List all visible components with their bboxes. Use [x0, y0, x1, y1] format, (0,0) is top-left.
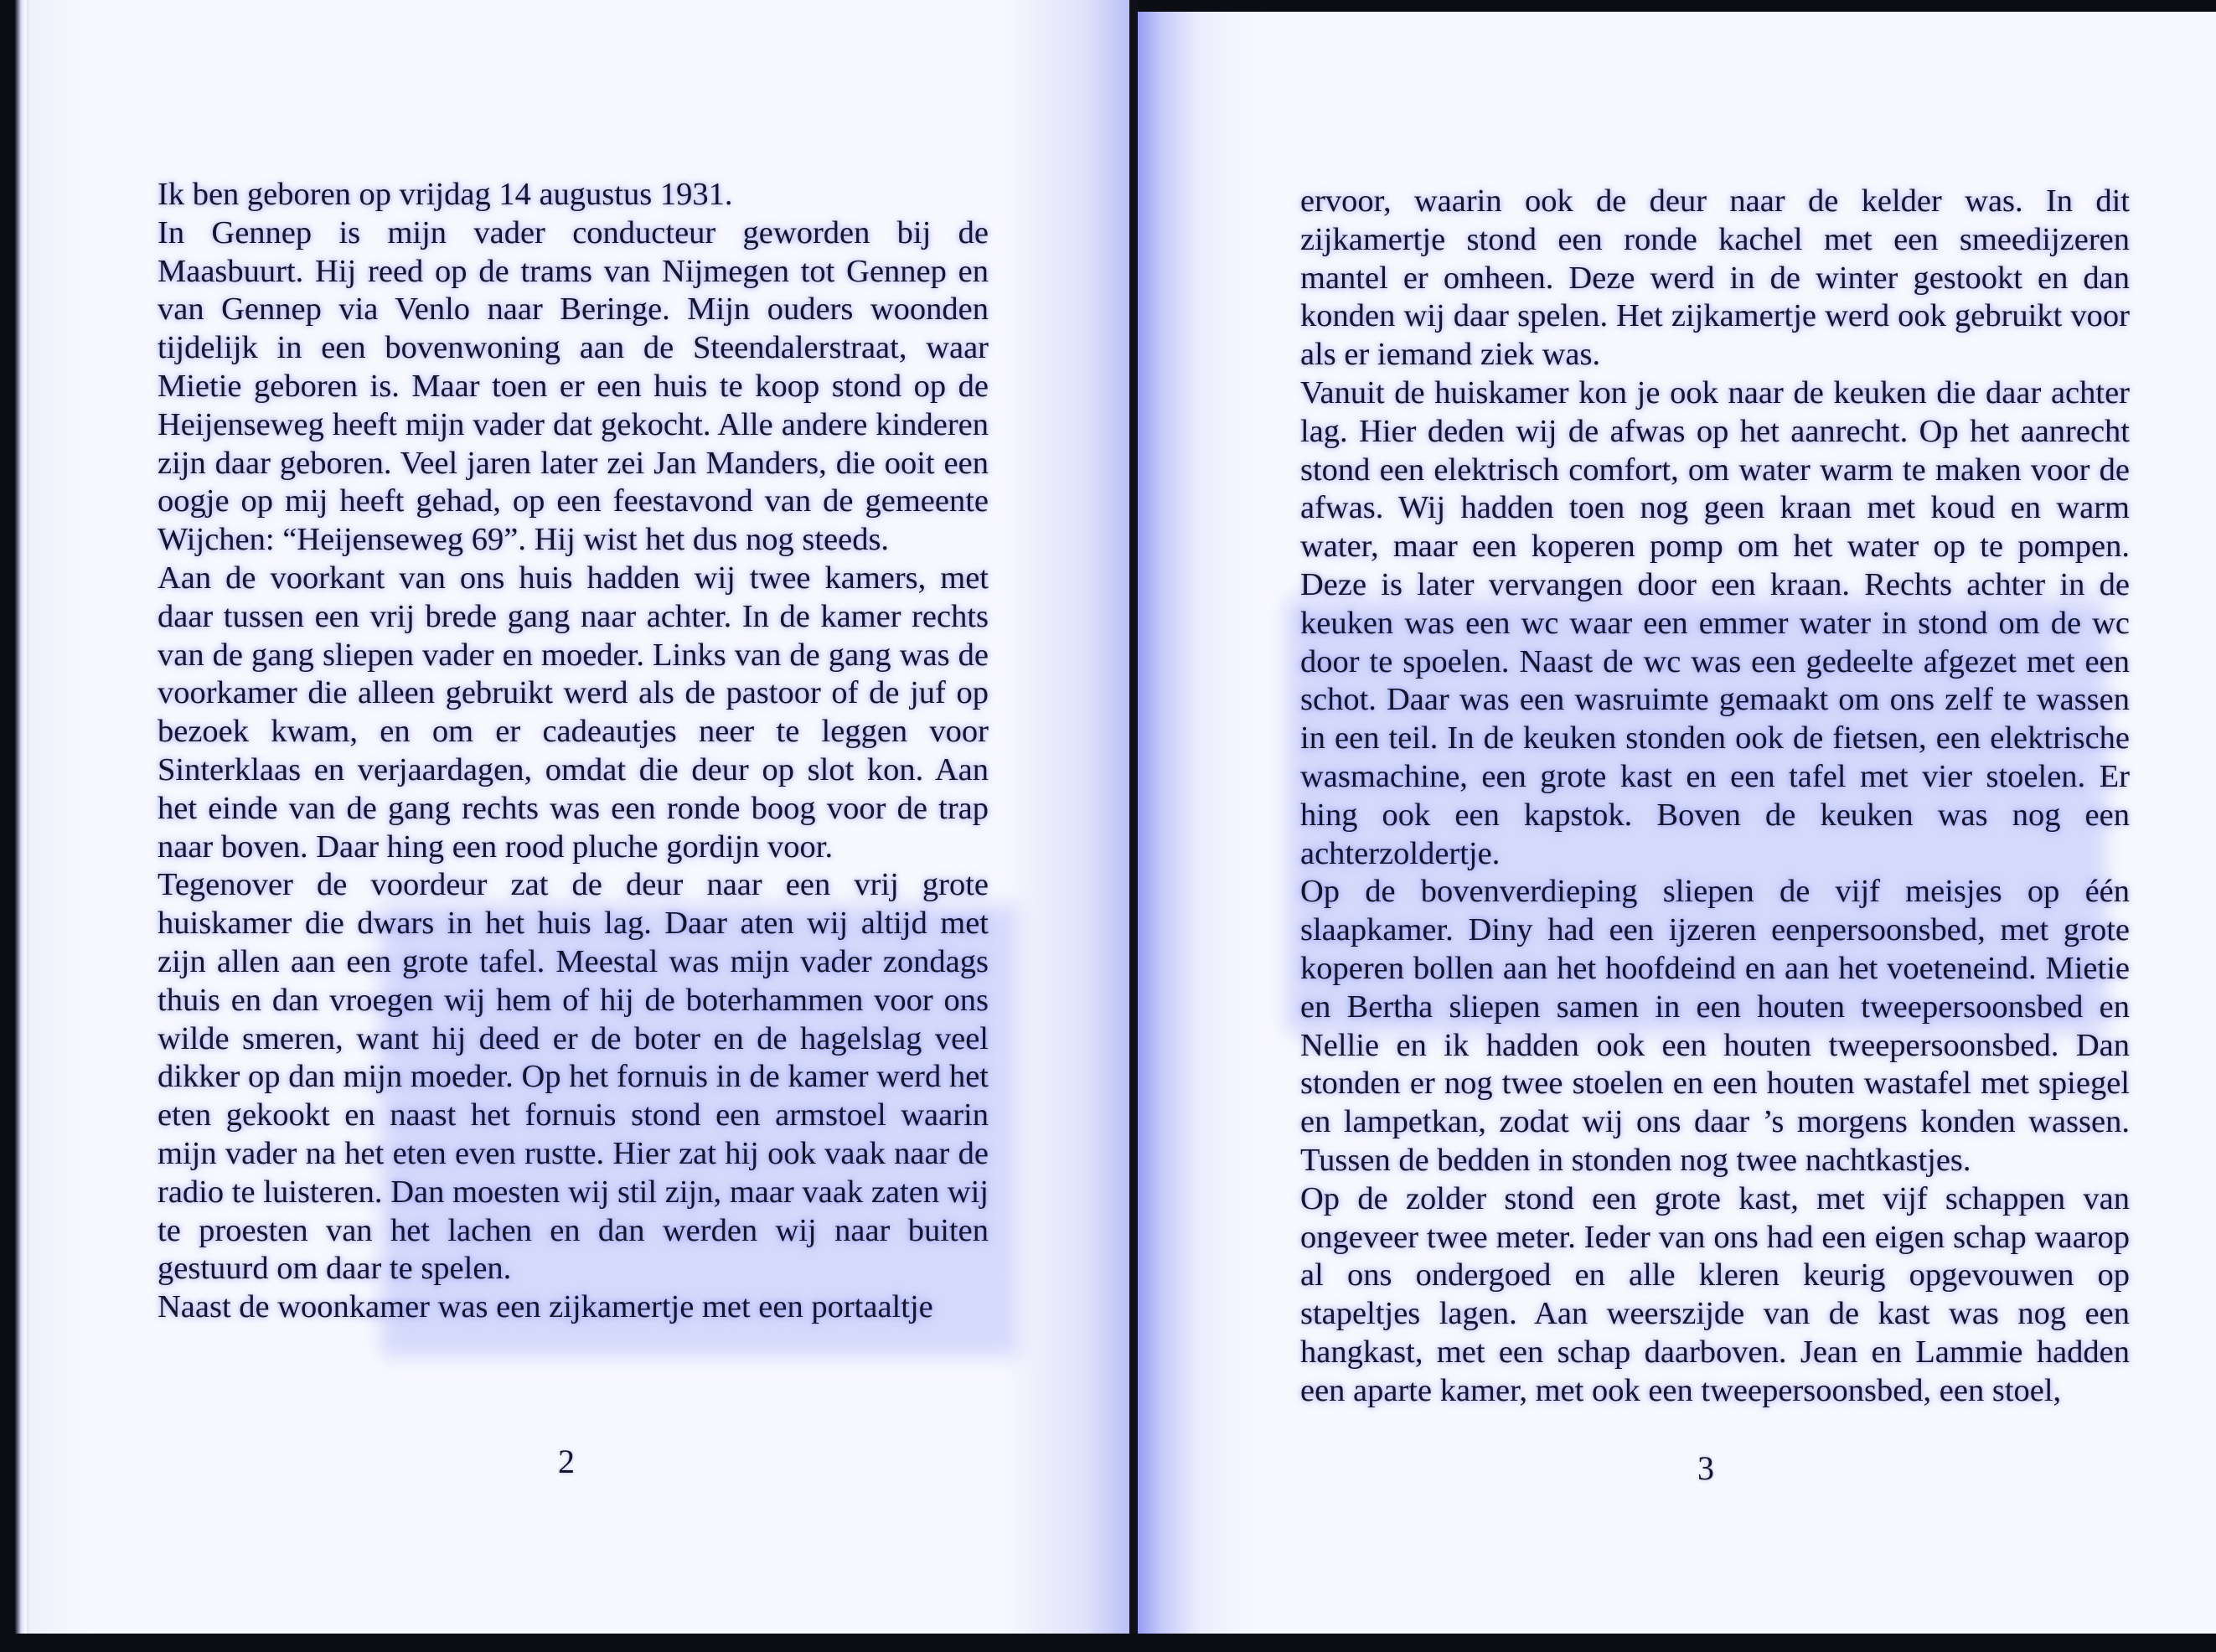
paragraph: Ik ben geboren op vrijdag 14 augustus 1931. [158, 177, 733, 212]
right-page-text [1300, 183, 2130, 1411]
paragraph: In Gennep is mijn vader conducteur geworden bij de Maasbuurt. Hij reed op de trams van Nijmegen tot Gennep en van Gennep via Venlo naar Beringe. Mijn ouders woonden tijdelijk in een bovenwoning aan de Steendalerstraat, waar Mietie geboren is. Maar toen er een huis te koop stond op de Heijenseweg heeft mijn vader dat gekocht. Alle andere kinderen zijn daar geboren. Veel jaren later zei Jan Manders, die ooit een oogje op mij heeft gehad, op een feestavond van de gemeente Wijchen: “Heijenseweg 69”. Hij wist het dus nog steeds. [158, 214, 989, 558]
paragraph: Tegenover de voordeur zat de deur naar een vrij grote huiskamer die dwars in het huis lag. Daar aten wij altijd met zijn allen aan een grote tafel. Meestal was mijn vader zondags thuis en dan vroegen wij hem of hij de boterhammen voor ons wilde smeren, want hij deed er de boter en de hagelslag veel dikker op dan mijn moeder. Op het fornuis in de kamer werd het eten gekookt en naast het fornuis stond een armstoel waarin mijn vader na het eten even rustte. Hier zat hij ook vaak naar de radio te luisteren. Dan moesten wij stil zijn, maar vaak zaten wij te proesten van het lachen en dan werden wij naar buiten gestuurd om daar te spelen. [158, 867, 989, 1287]
paragraph: Naast de woonkamer was een zijkamertje met een portaaltje [158, 1289, 933, 1325]
book-spine [1129, 0, 1138, 1652]
left-page-text [158, 176, 989, 1327]
paragraph: Op de zolder stond een grote kast, met vijf schappen van ongeveer twee meter. Ieder van ons had een eigen schap waarop al ons ondergoed en alle kleren keurig opgevouwen op stapeltjes lagen. Aan weerszijde van de kast was nog een hangkast, met een schap daarboven. Jean en Lammie hadden een aparte kamer, met ook een tweepersoonsbed, een stoel, [1300, 1180, 2130, 1408]
paragraph: Op de bovenverdieping sliepen de vijf meisjes op één slaapkamer. Diny had een ijzeren eenpersoonsbed, met grote koperen bollen aan het hoofdeind en aan het voeteneind. Mietie en Bertha sliepen samen in een houten tweepersoonsbed en Nellie en ik hadden ook een houten tweepersoonsbed. Dan stonden er nog twee stoelen en een houten wastafel met spiegel en lampetkan, zodat wij ons daar ’s morgens konden wassen. Tussen de bedden in stonden nog twee nachtkastjes. [1300, 874, 2130, 1178]
page-number: 3 [1697, 1449, 1714, 1487]
scan-bottom-edge [0, 1634, 2216, 1652]
page-number: 2 [558, 1443, 575, 1480]
paragraph: Aan de voorkant van ons huis hadden wij twee kamers, met daar tussen een vrij brede gang naar achter. In de kamer rechts van de gang sliepen vader en moeder. Links van de gang was de voorkamer die alleen gebruikt werd als de pastoor of de juf op bezoek kwam, en om er cadeautjes neer te leggen voor Sinterklaas en verjaardagen, omdat die deur op slot kon. Aan het einde van de gang rechts was een ronde boog voor de trap naar boven. Daar hing een rood pluche gordijn voor. [158, 560, 989, 865]
paragraph: ervoor, waarin ook de deur naar de kelder was. In dit zijkamertje stond een ronde kachel met een smeedijzeren mantel er omheen. Deze werd in de winter gestookt en dan konden wij daar spelen. Het zijkamertje werd ook gebruikt voor als er iemand ziek was. [1300, 183, 2130, 373]
paragraph: Vanuit de huiskamer kon je ook naar de keuken die daar achter lag. Hier deden wij de afwas op het aanrecht. Op het aanrecht stond een elektrisch comfort, om water warm te maken voor de afwas. Wij hadden toen nog geen kraan met koud en warm water, maar een koperen pomp om het water op te pompen. Deze is later vervangen door een kraan. Rechts achter in de keuken was een wc waar een emmer water in stond om de wc door te spoelen. Naast de wc was een gedeelte afgezet met een schot. Daar was een wasruimte gemaakt om ons zelf te wassen in een teil. In de keuken stonden ook de fietsen, een elektrische wasmachine, een grote kast en een tafel met vier stoelen. Er hing ook een kapstok. Boven de keuken was nog een achterzoldertje. [1300, 374, 2130, 871]
